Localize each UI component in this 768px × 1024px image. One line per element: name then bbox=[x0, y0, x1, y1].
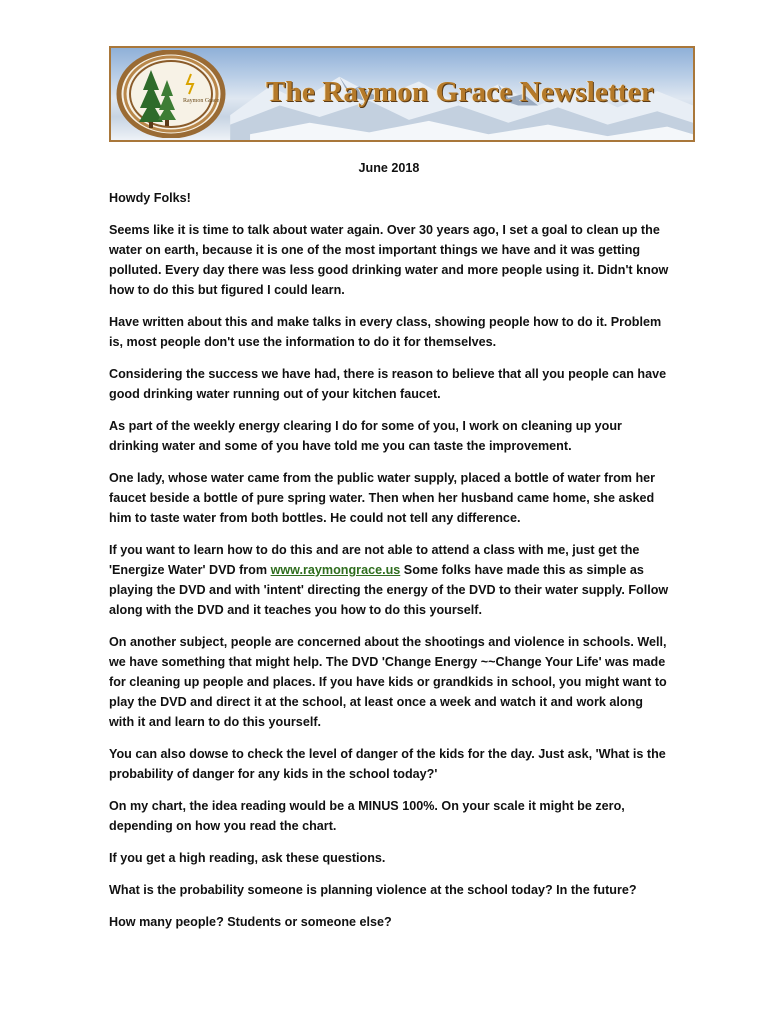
dvd-text-after: Some folks have made this as simple as playing the DVD and with 'intent' directing the energy of the DVD to their water supply. Follow along with the DVD and it teaches you how to do this yourself. bbox=[109, 563, 669, 617]
paragraph: Considering the success we have had, there is reason to believe that all you people can have good drinking water running out of your kitchen faucet. bbox=[109, 367, 667, 401]
paragraph: You can also dowse to check the level of danger of the kids for the day. Just ask, 'What is the probability of danger for any kids in the school today?' bbox=[109, 747, 666, 781]
paragraph: On another subject, people are concerned about the shootings and violence in schools. Well, we have something that might help. The DVD 'Change Energy ~~Change Your Life' was made for cleaning up people and places. If you have kids or grandkids in school, you might want to play the DVD and direct it at the school, at least once a week and watch it and work along with it and learn to do this yourself. bbox=[109, 635, 667, 729]
paragraph: Have written about this and make talks in every class, showing people how to do it. Problem is, most people don't use the information to do it for themselves. bbox=[109, 315, 662, 349]
issue-date: June 2018 bbox=[358, 161, 420, 175]
newsletter-title: The Raymon Grace Newsletter bbox=[266, 76, 654, 108]
logo-text: Raymon Grace bbox=[183, 98, 220, 104]
raymon-grace-logo bbox=[115, 50, 227, 138]
dvd-text-before: If you want to learn how to do this and are not able to attend a class with me, just get the 'Energize Water' DVD from bbox=[109, 543, 640, 577]
dvd-paragraph bbox=[109, 540, 669, 620]
paragraph: As part of the weekly energy clearing I do for some of you, I work on cleaning up your drinking water and some of you have told me you can taste the improvement. bbox=[109, 419, 622, 453]
website-link[interactable]: www.raymongrace.us bbox=[270, 563, 401, 577]
greeting: Howdy Folks! bbox=[109, 191, 191, 205]
paragraph: Seems like it is time to talk about water again. Over 30 years ago, I set a goal to clean up the water on earth, because it is one of the most important things we have and it was getting polluted. Every day there was less good drinking water and more people using it. Didn't know how to do this but figured I could learn. bbox=[109, 223, 669, 297]
paragraph: What is the probability someone is planning violence at the school today? In the future? bbox=[109, 883, 637, 897]
paragraph: One lady, whose water came from the public water supply, placed a bottle of water from her faucet beside a bottle of pure spring water. Then when her husband came home, she asked him to taste water from both bottles. He could not tell any difference. bbox=[109, 471, 656, 525]
paragraph: How many people? Students or someone else? bbox=[109, 915, 392, 929]
paragraph: On my chart, the idea reading would be a MINUS 100%. On your scale it might be zero, depending on how you read the chart. bbox=[109, 799, 625, 833]
newsletter-body bbox=[109, 158, 669, 944]
paragraph: If you get a high reading, ask these questions. bbox=[109, 851, 386, 865]
newsletter-banner bbox=[109, 46, 695, 142]
